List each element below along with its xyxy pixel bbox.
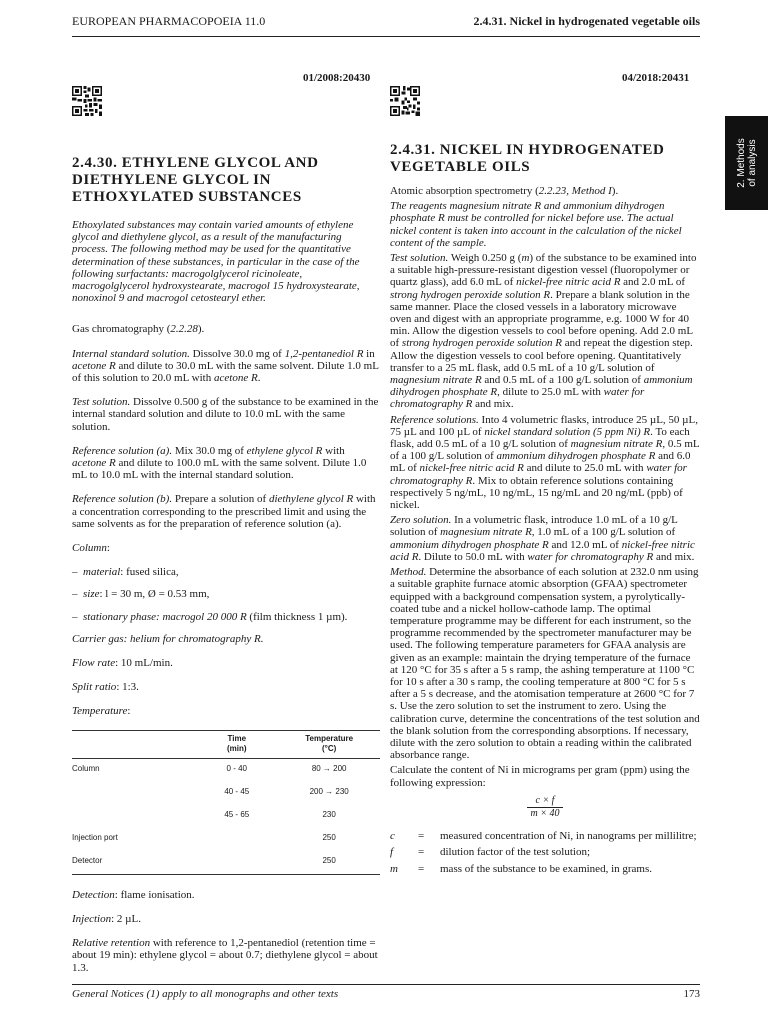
right-monograph-body [390,185,700,875]
internal-standard-paragraph: Internal standard solution. Dissolve 30.0 mg of 1,2-pentanediol R in acetone R and dilute to 30.0 mL with the same solvent. Dilute 1.0 mL of this solution to 20.0 mL with acetone R. [72,347,379,385]
formula-definitions [390,830,700,875]
definition-symbol: f [390,846,394,859]
column-heading: Column: [72,542,110,555]
definition-text: dilution factor of the test solution; [440,846,591,859]
qr-code-icon [390,86,420,116]
table-row: Column 0 - 40 80 → 200 [72,763,347,773]
flow-rate: Flow rate: 10 mL/min. [72,657,173,670]
intro-paragraph: Ethoxylated substances may contain varied amounts of ethylene glycol and diethylene glycol, as a result of the manufacturing process. The following method may be used for the quantitative determination of these substances, in particular in the case of the following surfactants: macrogolglycerol ricinoleate, macrogolglycerol hydroxystearate, macrogol 15 hydroxystearate, nonoxinol 9 and macrogol cetostearyl ether. [72,219,360,305]
injection: Injection: 2 µL. [72,912,141,925]
table-row: 45 - 65 230 [224,809,336,819]
running-header [72,14,700,37]
chapter-tab [725,116,768,210]
qr-code-icon [72,86,102,116]
definition-equals: = [418,862,425,875]
right-monograph-ref: 04/2018:20431 [622,72,690,84]
table-row: Injection port 250 [72,832,336,842]
definition-equals: = [418,846,425,859]
publication-title: EUROPEAN PHARMACOPOEIA 11.0 [72,14,266,28]
page-number: 173 [683,988,700,1000]
nickel-test-solution: Test solution. Weigh 0.250 g (m) of the substance to be examined into a suitable high-pressure-resistant digestion vessel (fluoropolymer or quartz glass), add 6.0 mL of nickel-free nitric acid R and 2.0 mL of strong hydrogen peroxide solution R. Prepare a blank solution in the same manner. Place the closed vessels in a laboratory microwave oven and digest with an appropriate programme, e.g. 1000 W for 40 min. Allow the digestion vessels to cool before opening. Add 2.0 mL of strong hydrogen peroxide solution R and repeat the digestion step. Allow the digestion vessels to cool before opening. Quantitatively transfer to a 25 mL flask, add 0.5 mL of a 10 g/L solution of magnesium nitrate R and 0.5 mL of a 100 g/L solution of ammonium dihydrogen phosphate R, dilute to 25.0 mL with water for chromatography R and mix. [390,252,697,411]
calculate-paragraph: Calculate the content of Ni in micrograms per gram (ppm) using the following expression: [390,764,690,789]
definition-text: measured concentration of Ni, in nanograms per millilitre; [440,830,697,843]
temperature-column-header: Temperature (°C) [278,730,380,758]
section-title: 2.4.31. Nickel in hydrogenated vegetable oils [473,14,700,28]
page-footer [72,984,700,1000]
formula-denominator: m × 40 [530,807,560,819]
chapter-tab-line1: 2. Methods [735,138,747,188]
right-monograph-title: 2.4.31. NICKEL IN HYDROGENATED VEGETABLE OILS [390,142,665,175]
temperature-heading: Temperature: [72,705,131,718]
aas-paragraph: Atomic absorption spectrometry (2.2.23, Method I). [390,185,619,197]
definition-symbol: c [390,830,395,843]
time-column-header: Time (min) [195,730,278,758]
relative-retention: Relative retention with reference to 1,2-pentanediol (retention time = about 19 min): ethylene glycol = about 0.7; diethylene glycol = about 1.3. [72,937,378,974]
detection: Detection: flame ionisation. [72,888,195,901]
formula-numerator: c × f [527,795,564,808]
general-notices-note: General Notices (1) apply to all monographs and other texts [72,988,339,1000]
table-row: Detector 250 [72,851,380,875]
gc-paragraph: Gas chromatography (2.2.28). [72,323,205,336]
temperature-table [72,730,380,875]
carrier-gas: Carrier gas: helium for chromatography R. [72,632,264,645]
reference-solution-b-paragraph: Reference solution (b). Prepare a solution of diethylene glycol R with a concentration corresponding to the prescribed limit and using the same solvents as for the preparation of reference solution (a). [72,493,376,530]
definition-text: mass of the substance to be examined, in grams. [440,862,653,875]
zero-solution: Zero solution. In a volumetric flask, introduce 1.0 mL of a 10 g/L solution of magnesium nitrate R, 1.0 mL of a 100 g/L solution of ammonium dihydrogen phosphate R and 12.0 mL of nickel-free nitric acid R. Dilute to 50.0 mL with water for chromatography R and mix. [390,514,695,563]
chapter-tab-line2: of analysis [746,139,758,187]
ppm-formula [390,795,700,820]
definition-equals: = [418,830,425,843]
column-size: – size: l = 30 m, Ø = 0.53 mm, [72,588,210,601]
test-solution-paragraph: Test solution. Dissolve 0.500 g of the substance to be examined in the internal standard solution and dilute to 10.0 mL with the same solution. [72,396,379,433]
split-ratio: Split ratio: 1:3. [72,681,139,694]
method-paragraph: Method. Determine the absorbance of each solution at 232.0 nm using a suitable graphite furnace atomic absorption (GFAA) spectrometer equipped with a background compensation system, a pyrolytically-coated tube and a nickel hollow-cathode lamp. The optimal temperature programme may be different for each instrument, so the programme recommended by the spectrometer manufacturer may be used. The following temperature parameters for GFAA analysis are given as an example: maintain the drying temperature of the furnace at 120 °C for 35 s after a 5 s ramp, the ashing temperature at 1100 °C for 10 s after a 30 s ramp, the cooling temperature at 800 °C for 5 s after a 5 s decrease, and the atomisation temperature at 2600 °C for 7 s. Use the zero solution to set the instrument to zero. Using the calibration curve, determine the concentrations of the test solution and the blank solution from the corresponding absorptions. If necessary, dilute with the zero solution to obtain a reading within the calibrated absorbance range. [390,566,700,762]
reagent-note: The reagents magnesium nitrate R and ammonium dihydrogen phosphate R must be controlled for nickel before use. The actual nickel content is taken into account in the calculation of the nickel content of the sample. [390,200,682,249]
reference-solution-a-paragraph: Reference solution (a). Mix 30.0 mg of ethylene glycol R with acetone R and dilute to 100.0 mL with the same solvent. Dilute 1.0 mL to 10.0 mL with the internal standard solution. [72,444,367,482]
definition-symbol: m [390,862,398,875]
column-stationary-phase: – stationary phase: macrogol 20 000 R (film thickness 1 µm). [72,610,348,623]
left-monograph-body [72,219,380,986]
table-row: 40 - 45 200 → 230 [224,786,349,796]
left-monograph-title: 2.4.30. ETHYLENE GLYCOL AND DIETHYLENE GLYCOL IN ETHOXYLATED SUBSTANCES [72,155,319,205]
column-material: – material: fused silica, [72,566,179,579]
reference-solutions: Reference solutions. Into 4 volumetric flasks, introduce 25 µL, 50 µL, 75 µL and 100 µL of nickel standard solution (5 ppm Ni) R. To each flask, add 0.5 mL of a 10 g/L solution of magnesium nitrate R, 0.5 mL of a 100 g/L solution of ammonium dihydrogen phosphate R and 6.0 mL of nickel-free nitric acid R and dilute to 25.0 mL with water for chromatography R. Mix to obtain reference solutions containing respectively 5 ng/mL, 10 ng/mL, 15 ng/mL and 20 ng/mL (ppb) of nickel. [390,413,700,512]
left-monograph-ref: 01/2008:20430 [303,72,371,84]
